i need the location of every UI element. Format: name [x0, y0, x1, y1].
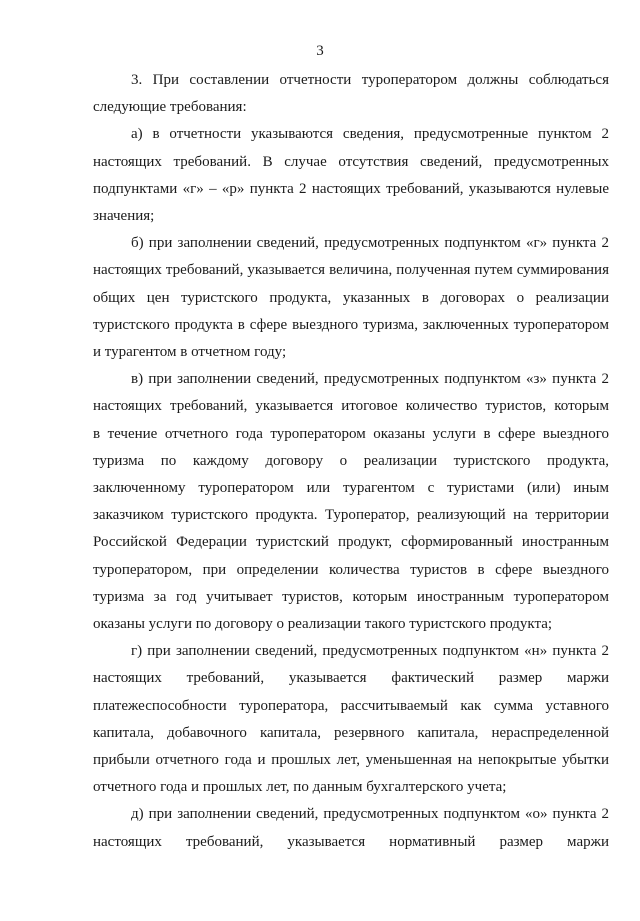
paragraph-line: капитала, добавочного капитала, резервного капитала, нераспределенной: [93, 724, 609, 741]
paragraph-pd: [93, 801, 609, 855]
paragraph-line: платежеспособности туроператора, рассчитываемый как сумма уставного: [93, 697, 609, 714]
paragraph-line: общих цен туристского продукта, указанных в договорах о реализации: [93, 289, 609, 306]
document-body: [93, 67, 609, 856]
paragraph-line: д) при заполнении сведений, предусмотренных подпунктом «о» пункта 2: [131, 806, 609, 823]
paragraph-line: заключенному туроператором или турагентом с туристами (или) иным: [93, 480, 609, 497]
page-number: 3: [316, 43, 324, 59]
paragraph-line: настоящих требований. В случае отсутствия сведений, предусмотренных: [93, 153, 609, 170]
paragraph-line: значения;: [93, 208, 155, 225]
paragraph-line: прибыли отчетного года и прошлых лет, уменьшенная на непокрытые убытки: [93, 752, 609, 769]
paragraph-line: и турагентом в отчетном году;: [93, 344, 287, 361]
paragraph-line: Российской Федерации туристский продукт, сформированный иностранным: [93, 534, 609, 551]
paragraph-line: оказаны услуги по договору о реализации такого туристского продукта;: [93, 616, 553, 633]
paragraph-p3: [93, 67, 609, 121]
paragraph-pa: [93, 121, 609, 230]
paragraph-line: туроператором, при определении количества туристов в сфере выездного: [93, 561, 609, 578]
paragraph-line: отчетного года и прошлых лет, по данным бухгалтерского учета;: [93, 779, 507, 796]
paragraph-line: настоящих требований, указывается фактический размер маржи: [93, 670, 609, 687]
paragraph-pb: [93, 230, 609, 366]
paragraph-line: туризма по каждому договору о реализации туристского продукта,: [93, 452, 609, 469]
paragraph-line: настоящих требований, указывается итоговое количество туристов, которым: [93, 398, 609, 415]
paragraph-line: 3. При составлении отчетности туроператором должны соблюдаться: [131, 72, 609, 88]
paragraph-line: в) при заполнении сведений, предусмотренных подпунктом «з» пункта 2: [131, 371, 609, 388]
paragraph-line: туристского продукта в сфере выездного туризма, заключенных туроператором: [93, 316, 609, 333]
paragraph-pv: [93, 366, 609, 638]
paragraph-line: г) при заполнении сведений, предусмотренных подпунктом «н» пункта 2: [131, 643, 609, 660]
paragraph-line: следующие требования:: [93, 99, 247, 116]
paragraph-line: а) в отчетности указываются сведения, предусмотренные пунктом 2: [131, 126, 609, 143]
paragraph-line: настоящих требований, указывается нормативный размер маржи: [93, 833, 609, 850]
paragraph-line: б) при заполнении сведений, предусмотренных подпунктом «г» пункта 2: [131, 235, 609, 252]
paragraph-line: туризма за год учитывает туристов, которым иностранным туроператором: [93, 588, 609, 605]
paragraph-line: в течение отчетного года туроператором оказаны услуги в сфере выездного: [93, 425, 609, 442]
paragraph-line: заказчиком туристского продукта. Туроператор, реализующий на территории: [93, 507, 609, 524]
paragraph-line: настоящих требований, указывается величина, полученная путем суммирования: [93, 262, 609, 279]
paragraph-line: подпунктами «г» – «р» пункта 2 настоящих требований, указываются нулевые: [93, 180, 609, 197]
paragraph-pg: [93, 638, 609, 801]
